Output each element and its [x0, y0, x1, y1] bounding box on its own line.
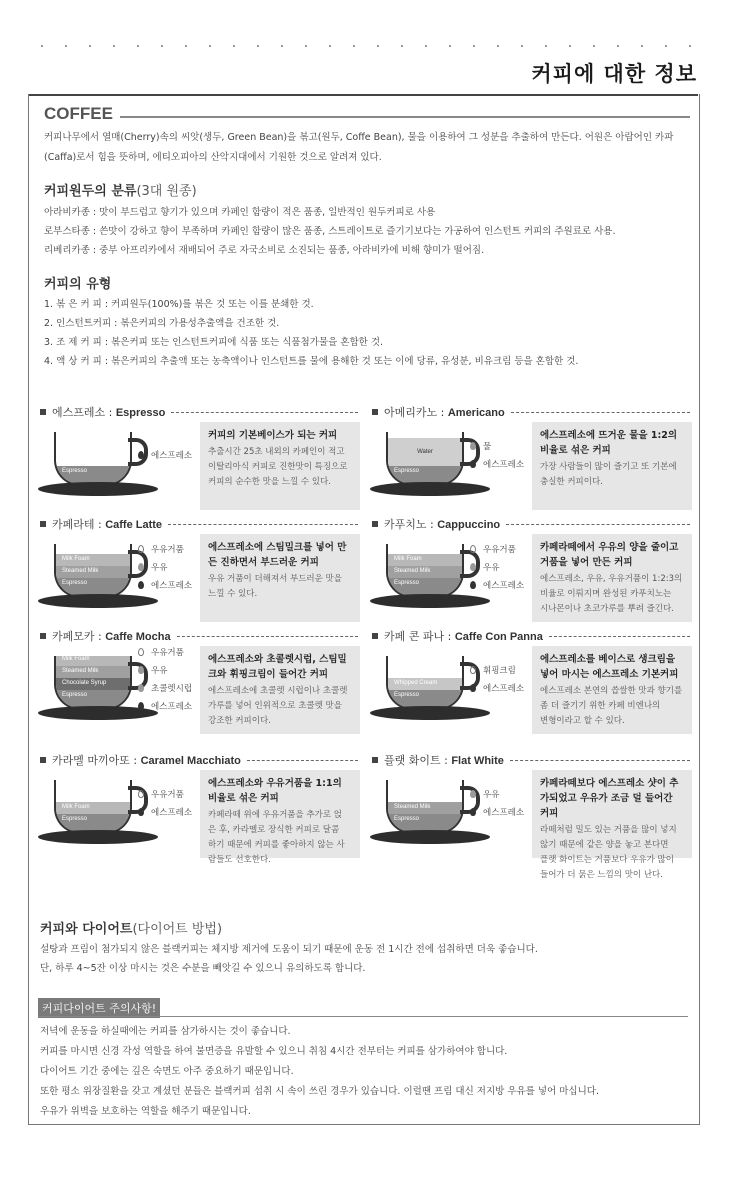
- caution-line: 다이어트 기간 중에는 깊은 숙면도 아주 중요하기 때문입니다.: [40, 1066, 294, 1077]
- card-title-rule: [247, 760, 358, 761]
- description-line: 하기 때문에 커피를 좋아하지 않는 사: [208, 840, 345, 850]
- cup-layer: Milk Foam: [56, 656, 130, 666]
- bullet-square-icon: [372, 633, 378, 639]
- card-title: [40, 404, 165, 420]
- legend-item: [138, 541, 192, 559]
- cup-layer: Espresso: [56, 814, 130, 826]
- intro-line-2: (Caffa)로서 힘을 뜻하며, 에티오피아의 산악지대에서 기원한 것으로 알려져 있다.: [44, 152, 382, 163]
- description-line: 느낄 수 있다.: [208, 589, 258, 599]
- diet-heading: 커피와 다이어트(다이어트 방법): [40, 922, 223, 937]
- legend-label: 휘핑크림: [483, 666, 516, 676]
- classification-line: 아라비카종 : 맛이 부드럽고 향기가 있으며 카페인 함량이 적은 품종, 일반적인 원두커피로 사용: [44, 207, 436, 218]
- description-line: 이탈리아식 커피로 진한맛이 특징으로: [208, 462, 348, 472]
- classification-heading: 커피원두의 분류(3대 원종): [44, 184, 197, 199]
- card-title: [40, 628, 171, 644]
- card-title: [372, 752, 504, 768]
- card-title-kr: 플랫 화이트 :: [384, 754, 452, 767]
- drop-icon: [470, 808, 476, 816]
- drop-icon: [470, 460, 476, 468]
- card-title-en: Caramel Macchiato: [140, 755, 241, 767]
- cup-layer: Espresso: [388, 690, 462, 702]
- description-line: 들어가 더 묽은 느낌의 맛이 난다.: [540, 870, 663, 880]
- description-line: 가루를 넣어 인위적으로 초콜렛 맛을: [208, 701, 342, 711]
- types-line: 1. 볶 은 커 피 : 커피원두(100%)를 볶은 것 또는 이를 분쇄한 것.: [44, 299, 314, 310]
- card-title-rule: [171, 412, 358, 413]
- caution-line: 또한 평소 위장질환을 갖고 계셨던 분들은 블랙커피 섭취 시 속이 쓰린 경우가 있습니다. 이럴땐 프림 대신 저지방 우유를 넣어 마십니다.: [40, 1086, 599, 1097]
- description-line: 좀 더 즐기기 위한 카페 비엔나의: [540, 701, 661, 711]
- cup-layer: Steamed Milk: [388, 566, 462, 578]
- legend-item: [138, 662, 192, 680]
- description-body: [208, 445, 352, 490]
- card-title-kr: 카페모카 :: [52, 630, 106, 643]
- card-title-kr: 카페 콘 파나 :: [384, 630, 455, 643]
- description-box: [200, 770, 360, 865]
- description-body: [540, 823, 684, 883]
- cup-layer: Milk Foam: [56, 802, 130, 814]
- description-line: 충실한 커피이다.: [540, 477, 603, 487]
- description-line: 추출시간 25초 내외의 카페인이 적고: [208, 447, 345, 457]
- saucer-icon: [370, 482, 490, 496]
- description-box: [532, 646, 692, 734]
- legend-label: 에스프레소: [483, 460, 525, 470]
- description-line: 플랫 화이트는 거품보다 우유가 많이: [540, 855, 674, 865]
- legend-label: 에스프레소: [151, 451, 193, 461]
- caution-line: 커피를 마시면 신경 각성 역할을 하여 불면증을 유발할 수 있으니 취침 4시간 전부터는 커피를 삼가하여야 합니다.: [40, 1046, 508, 1057]
- drop-icon: [138, 684, 144, 692]
- cup-layer: Steamed Milk: [56, 666, 130, 678]
- description-line: 카페라떼 위에 우유거품을 추가로 얹: [208, 810, 342, 820]
- legend-item: [138, 786, 192, 804]
- types-line: 4. 액 상 커 피 : 볶은커피의 추출액 또는 농축액이나 인스턴트를 물에 용해한 것 또는 이에 당류, 유성분, 비유크림 등을 혼합한 것.: [44, 356, 579, 367]
- bullet-square-icon: [40, 521, 46, 527]
- drop-icon: [470, 442, 476, 450]
- saucer-icon: [370, 830, 490, 844]
- ingredient-legend: [138, 541, 192, 595]
- description-line: 비율로 이뤄지며 완성된 카푸치노는: [540, 589, 672, 599]
- description-box: [200, 646, 360, 734]
- cup-layer: Milk Foam: [56, 554, 130, 566]
- saucer-icon: [38, 482, 158, 496]
- description-line: 우유 거품이 더해져서 부드러운 맛을: [208, 574, 342, 584]
- description-line: 커피의 순수한 맛을 느낄 수 있다.: [208, 477, 331, 487]
- description-title: 카페라떼보다 에스프레소 샷이 추가되었고 우유가 조금 덜 들어간 커피: [540, 778, 679, 819]
- coffee-heading: COFFEE: [44, 104, 113, 123]
- bullet-square-icon: [40, 757, 46, 763]
- description-box: [532, 770, 692, 880]
- cup-layer: Espresso: [56, 578, 130, 590]
- description-line: 에스프레소 본연의 씁쌀한 맛과 향기를: [540, 686, 683, 696]
- drop-icon: [470, 790, 476, 798]
- description-body: [208, 572, 352, 602]
- card-title-rule: [177, 636, 358, 637]
- description-box: [200, 534, 360, 622]
- cup-body: [54, 656, 132, 710]
- description-title: 카페라떼에서 우유의 양을 줄이고 거품을 넣어 만든 커피: [540, 542, 679, 568]
- legend-item: [138, 680, 192, 698]
- legend-label: 에스프레소: [151, 808, 193, 818]
- card-title-rule: [506, 524, 690, 525]
- ingredient-legend: [138, 786, 192, 822]
- cup-layer: Espresso: [388, 578, 462, 590]
- card-title: [372, 516, 500, 532]
- saucer-icon: [38, 830, 158, 844]
- legend-label: 물: [483, 442, 492, 452]
- card-title-en: Americano: [447, 407, 505, 419]
- description-line: 강조한 커피이다.: [208, 716, 271, 726]
- legend-label: 우유거품: [483, 545, 516, 555]
- legend-item: [138, 804, 192, 822]
- description-line: 은 후, 카라멜로 장식한 커피로 달콤: [208, 825, 340, 835]
- legend-item: [470, 541, 524, 559]
- legend-item: [138, 447, 192, 465]
- card-title-kr: 카라멜 마끼아또 :: [52, 754, 141, 767]
- legend-item: [138, 698, 192, 716]
- description-line: 람들도 선호한다.: [208, 855, 271, 865]
- legend-item: [470, 680, 524, 698]
- card-title-rule: [510, 760, 690, 761]
- card-title: [372, 404, 505, 420]
- types-heading: 커피의 유형: [44, 277, 112, 292]
- card-title-en: Caffe Mocha: [105, 631, 171, 643]
- legend-label: 우유: [151, 666, 168, 676]
- description-line: 가장 사람들이 많이 즐기고 또 기본에: [540, 462, 677, 472]
- description-box: [532, 422, 692, 510]
- description-line: 라떼처럼 밀도 있는 거품을 많이 넣지: [540, 825, 677, 835]
- ingredient-legend: [138, 644, 192, 716]
- card-title-en: Espresso: [115, 407, 166, 419]
- types-line: 3. 조 제 커 피 : 볶은커피 또는 인스턴트커피에 식품 또는 식품첨가물을 혼합한 것.: [44, 337, 384, 348]
- legend-item: [138, 644, 192, 662]
- drop-icon: [470, 545, 476, 553]
- card-title-en: Cappuccino: [437, 519, 501, 531]
- legend-item: [138, 559, 192, 577]
- diet-line: 설탕과 프림이 첨가되지 않은 블랙커피는 체지방 제거에 도움이 되기 때문에 운동 전 1시간 전에 섭취하면 더욱 좋습니다.: [40, 944, 538, 955]
- legend-label: 에스프레소: [483, 808, 525, 818]
- legend-item: [470, 438, 524, 456]
- coffee-heading-rule: [120, 116, 690, 118]
- cup-body: [386, 544, 464, 598]
- drop-icon: [138, 451, 144, 459]
- bullet-square-icon: [372, 409, 378, 415]
- bullet-square-icon: [372, 521, 378, 527]
- card-title: [40, 752, 241, 768]
- description-line: 변형이라고 할 수 있다.: [540, 716, 625, 726]
- classification-line: 리베리카종 : 중부 아프리카에서 재배되어 주로 자국소비로 소진되는 품종, 아라비카에 비해 향미가 떨어짐.: [44, 245, 485, 256]
- description-body: [540, 684, 684, 729]
- cup-layer: Espresso: [56, 466, 130, 478]
- drop-icon: [470, 563, 476, 571]
- description-box: [532, 534, 692, 622]
- drop-icon: [138, 545, 144, 553]
- cup-layer: Whipped Cream: [388, 678, 462, 690]
- ingredient-legend: [470, 662, 524, 698]
- card-title-rule: [549, 636, 690, 637]
- card-title-rule: [511, 412, 690, 413]
- drop-icon: [138, 790, 144, 798]
- drop-icon: [138, 808, 144, 816]
- legend-item: [138, 577, 192, 595]
- card-title-en: Caffe Latte: [105, 519, 163, 531]
- cup-layer: Steamed Milk: [388, 802, 462, 814]
- legend-label: 에스프레소: [483, 581, 525, 591]
- cup-layer: Espresso: [56, 690, 130, 702]
- legend-label: 에스프레소: [483, 684, 525, 694]
- ingredient-legend: [470, 786, 524, 822]
- legend-item: [470, 786, 524, 804]
- cup-layer: Espresso: [388, 814, 462, 826]
- bullet-square-icon: [372, 757, 378, 763]
- legend-item: [470, 456, 524, 474]
- description-title: 에스프레소에 스팀밀크를 넣어 만든 진하면서 부드러운 커피: [208, 542, 347, 568]
- description-body: [540, 460, 684, 490]
- cup-body: [54, 432, 132, 486]
- cup-body: [54, 780, 132, 834]
- legend-item: [470, 559, 524, 577]
- cup-layer: Milk Foam: [388, 554, 462, 566]
- description-line: 않기 때문에 같은 양을 놓고 본다면: [540, 840, 669, 850]
- card-title: [40, 516, 162, 532]
- caution-badge: 커피다이어트 주의사항!: [38, 998, 160, 1018]
- description-line: 에스프레소에 초콜렛 시럽이나 초콜렛: [208, 686, 348, 696]
- legend-label: 에스프레소: [151, 702, 193, 712]
- legend-label: 우유거품: [151, 648, 184, 658]
- intro-line-1: 커피나무에서 열매(Cherry)속의 씨앗(생두, Green Bean)을 볶고(원두, Coffe Bean), 물을 이용하여 그 성분을 추출하여 만든다. 어원은 아랍어인 카파: [44, 132, 674, 143]
- description-title: 커피의 기본베이스가 되는 커피: [208, 430, 338, 441]
- legend-label: 우유거품: [151, 545, 184, 555]
- drop-icon: [470, 684, 476, 692]
- cup-layer: Steamed Milk: [56, 566, 130, 578]
- decorative-dot-row: [30, 44, 710, 48]
- description-title: 에스프레소에 뜨거운 물을 1:2의 비율로 섞은 커피: [540, 430, 678, 456]
- caution-line: 저녁에 운동을 하실때에는 커피를 삼가하시는 것이 좋습니다.: [40, 1026, 291, 1037]
- drop-icon: [138, 563, 144, 571]
- caution-line: 우유가 위벽을 보호하는 역할을 해주기 때문입니다.: [40, 1106, 251, 1117]
- card-title-kr: 카푸치노 :: [384, 518, 438, 531]
- description-body: [208, 808, 352, 868]
- legend-item: [470, 804, 524, 822]
- drop-icon: [138, 666, 144, 674]
- cup-body: [386, 780, 464, 834]
- saucer-icon: [38, 594, 158, 608]
- caution-rule: [38, 1016, 688, 1017]
- card-title-kr: 카페라테 :: [52, 518, 106, 531]
- legend-label: 우유: [151, 563, 168, 573]
- types-line: 2. 인스턴트커피 : 볶은커피의 가용성추출액을 건조한 것.: [44, 318, 280, 329]
- drop-icon: [138, 702, 144, 710]
- description-title: 에스프레소를 베이스로 생크림을 넣어 마시는 에스프레소 기본커피: [540, 654, 679, 680]
- description-line: 에스프레소, 우유, 우유거품이 1:2:3의: [540, 574, 683, 584]
- cup-body: [54, 544, 132, 598]
- description-line: 시나몬이나 초코가루를 뿌려 즐긴다.: [540, 604, 674, 614]
- legend-label: 우유: [483, 790, 500, 800]
- description-box: [200, 422, 360, 510]
- cup-body: [386, 656, 464, 710]
- card-title-kr: 에스프레소 :: [52, 406, 116, 419]
- legend-label: 우유거품: [151, 790, 184, 800]
- page-title: 커피에 대한 정보: [531, 62, 697, 86]
- legend-label: 초콜렛시럽: [151, 684, 193, 694]
- drop-icon: [470, 666, 476, 674]
- legend-item: [470, 577, 524, 595]
- cup-body: [386, 432, 464, 486]
- cup-layer: Espresso: [388, 466, 462, 478]
- bullet-square-icon: [40, 633, 46, 639]
- ingredient-legend: [138, 447, 192, 465]
- card-title-kr: 아메리카노 :: [384, 406, 448, 419]
- legend-item: [470, 662, 524, 680]
- bullet-square-icon: [40, 409, 46, 415]
- card-title-en: Caffe Con Panna: [454, 631, 543, 643]
- cup-layer: Water: [388, 438, 462, 466]
- drop-icon: [138, 648, 144, 656]
- drop-icon: [138, 581, 144, 589]
- card-title: [372, 628, 543, 644]
- classification-line: 로부스타종 : 쓴맛이 강하고 향이 부족하며 카페인 함량이 많은 품종, 스트레이트로 즐기기보다는 가공하여 인스턴트 커피의 주원료로 사용.: [44, 226, 616, 237]
- cup-layer: Chocolate Syrup: [56, 678, 130, 690]
- description-title: 에스프레소와 우유거품을 1:1의 비율로 섞은 커피: [208, 778, 342, 804]
- saucer-icon: [370, 594, 490, 608]
- description-body: [540, 572, 684, 617]
- card-title-en: Flat White: [451, 755, 504, 767]
- description-body: [208, 684, 352, 729]
- card-title-rule: [168, 524, 358, 525]
- diet-line: 단, 하루 4~5잔 이상 마시는 것은 수분을 빼앗길 수 있으니 유의하도록 합니다.: [40, 963, 366, 974]
- ingredient-legend: [470, 438, 524, 474]
- drop-icon: [470, 581, 476, 589]
- ingredient-legend: [470, 541, 524, 595]
- description-title: 에스프레소와 초콜렛시럽, 스팀밀크와 휘핑크림이 들어간 커피: [208, 654, 347, 680]
- legend-label: 우유: [483, 563, 500, 573]
- saucer-icon: [370, 706, 490, 720]
- legend-label: 에스프레소: [151, 581, 193, 591]
